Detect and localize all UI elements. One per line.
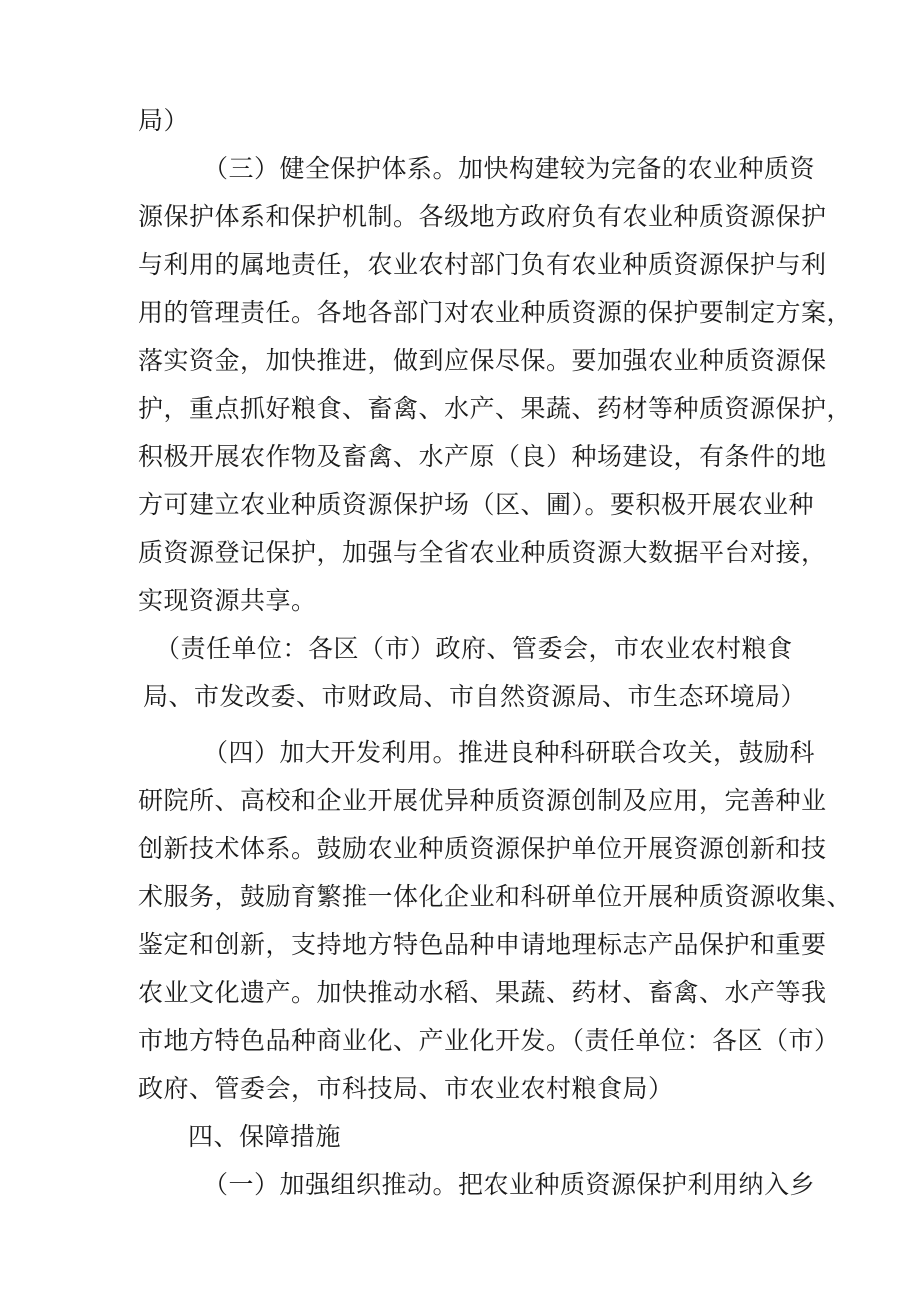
text-line: 研院所、高校和企业开展优异种质资源创制及应用，完善种业: [138, 786, 827, 815]
chapter-heading: 四、保障措施: [188, 1122, 342, 1151]
text-line: 实现资源共享。: [138, 586, 317, 615]
text-line: 术服务，鼓励育繁推一体化企业和科研单位开展种质资源收集、: [138, 882, 853, 911]
text-line: 局）: [138, 106, 190, 135]
text-line: 农业文化遗产。加快推动水稻、果蔬、药材、畜禽、水产等我: [138, 978, 827, 1007]
text-line: 质资源登记保护，加强与全省农业种质资源大数据平台对接，: [138, 538, 827, 567]
text-line: 政府、管委会，市科技局、市农业农村粮食局）: [138, 1074, 674, 1103]
section-heading-3: （三）健全保护体系。加快构建较为完备的农业种质资: [203, 154, 816, 183]
text-line: 创新技术体系。鼓励农业种质资源保护单位开展资源创新和技: [138, 834, 827, 863]
text-line: 鉴定和创新，支持地方特色品种申请地理标志产品保护和重要: [138, 930, 827, 959]
responsibility-note: 局、市发改委、市财政局、市自然资源局、市生态环境局）: [143, 682, 807, 711]
text-line: 用的管理责任。各地各部门对农业种质资源的保护要制定方案，: [138, 298, 853, 327]
section-heading-1: （一）加强组织推动。把农业种质资源保护利用纳入乡: [203, 1170, 816, 1199]
text-line: 与利用的属地责任，农业农村部门负有农业种质资源保护与利: [138, 250, 827, 279]
section-heading-4: （四）加大开发利用。推进良种科研联合攻关，鼓励科: [203, 738, 816, 767]
text-line: 落实资金，加快推进，做到应保尽保。要加强农业种质资源保: [138, 346, 827, 375]
text-line: 积极开展农作物及畜禽、水产原（良）种场建设，有条件的地: [138, 442, 827, 471]
text-line: 护，重点抓好粮食、畜禽、水产、果蔬、药材等种质资源保护，: [138, 394, 853, 423]
text-line: 方可建立农业种质资源保护场（区、圃）。要积极开展农业种: [138, 490, 815, 519]
responsibility-note: （责任单位：各区（市）政府、管委会，市农业农村粮食: [155, 634, 793, 663]
text-line: 市地方特色品种商业化、产业化开发。（责任单位：各区（市）: [138, 1026, 840, 1055]
text-line: 源保护体系和保护机制。各级地方政府负有农业种质资源保护: [138, 202, 827, 231]
